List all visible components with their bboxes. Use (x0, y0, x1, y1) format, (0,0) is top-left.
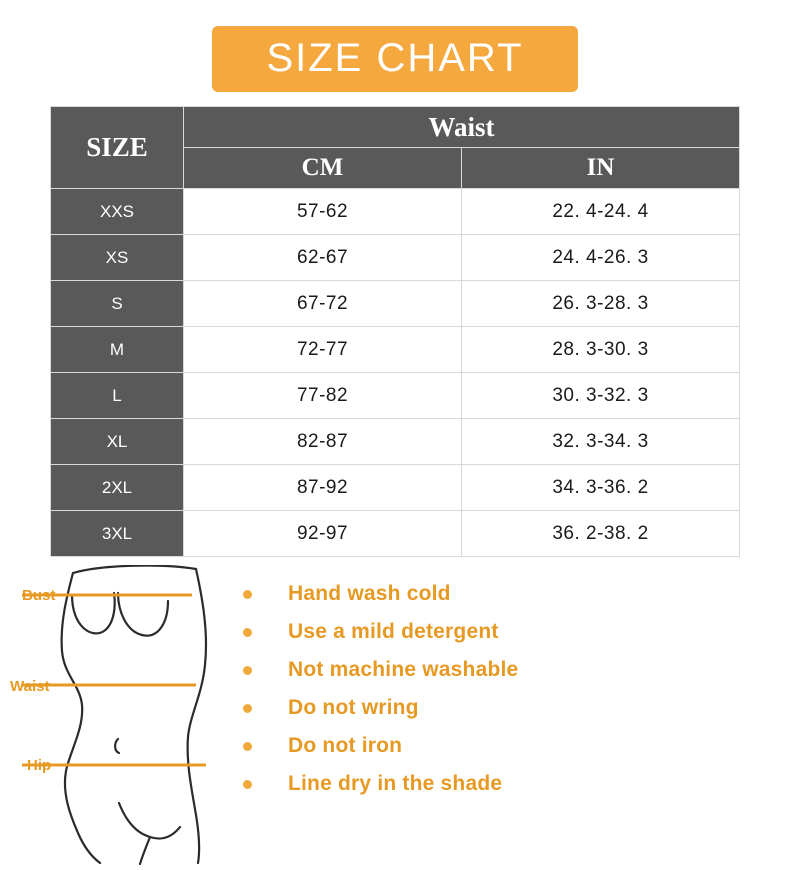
list-item (243, 689, 763, 727)
header-size: SIZE (51, 107, 184, 189)
cell-size: S (51, 281, 184, 327)
cell-size: XXS (51, 189, 184, 235)
cell-size: M (51, 327, 184, 373)
label-waist: Waist (10, 678, 50, 695)
cell-waist-in: 36. 2-38. 2 (462, 511, 740, 557)
bullet-icon (243, 666, 252, 675)
cell-size: L (51, 373, 184, 419)
cell-size: XS (51, 235, 184, 281)
header-unit-cm: CM (184, 148, 462, 189)
list-item (243, 651, 763, 689)
table-row (51, 189, 740, 235)
page-title: SIZE CHART (212, 26, 577, 92)
table-header-row-1 (51, 107, 740, 148)
bullet-icon (243, 704, 252, 713)
cell-waist-cm: 62-67 (184, 235, 462, 281)
cell-waist-in: 34. 3-36. 2 (462, 465, 740, 511)
table-row (51, 327, 740, 373)
cell-waist-in: 28. 3-30. 3 (462, 327, 740, 373)
cell-waist-cm: 82-87 (184, 419, 462, 465)
cell-size: 2XL (51, 465, 184, 511)
list-item (243, 765, 763, 803)
bullet-icon (243, 742, 252, 751)
care-instructions-list (243, 575, 763, 803)
table-row (51, 419, 740, 465)
table-body (51, 189, 740, 557)
bullet-icon (243, 590, 252, 599)
care-instruction-text: Do not iron (288, 734, 403, 757)
female-torso-icon (0, 565, 260, 865)
list-item (243, 613, 763, 651)
bullet-icon (243, 780, 252, 789)
table-row (51, 373, 740, 419)
cell-waist-cm: 57-62 (184, 189, 462, 235)
table-row (51, 511, 740, 557)
cell-waist-cm: 92-97 (184, 511, 462, 557)
cell-waist-in: 24. 4-26. 3 (462, 235, 740, 281)
care-instruction-text: Use a mild detergent (288, 620, 499, 643)
table-row (51, 281, 740, 327)
cell-waist-cm: 77-82 (184, 373, 462, 419)
cell-waist-cm: 72-77 (184, 327, 462, 373)
care-instruction-text: Line dry in the shade (288, 772, 503, 795)
bottom-section (0, 565, 790, 865)
list-item (243, 575, 763, 613)
table-head (51, 107, 740, 189)
care-instruction-text: Do not wring (288, 696, 419, 719)
cell-waist-in: 30. 3-32. 3 (462, 373, 740, 419)
care-instruction-text: Not machine washable (288, 658, 519, 681)
cell-size: 3XL (51, 511, 184, 557)
table-row (51, 235, 740, 281)
label-hip: Hip (27, 757, 52, 774)
header-unit-in: IN (462, 148, 740, 189)
header-waist-group: Waist (184, 107, 740, 148)
cell-waist-in: 32. 3-34. 3 (462, 419, 740, 465)
cell-waist-cm: 87-92 (184, 465, 462, 511)
size-chart-table-wrap (50, 106, 740, 557)
cell-waist-in: 22. 4-24. 4 (462, 189, 740, 235)
title-banner-wrap (0, 0, 790, 92)
cell-size: XL (51, 419, 184, 465)
cell-waist-cm: 67-72 (184, 281, 462, 327)
table-row (51, 465, 740, 511)
bullet-icon (243, 628, 252, 637)
label-bust: Bust (22, 587, 56, 604)
care-instruction-text: Hand wash cold (288, 582, 451, 605)
cell-waist-in: 26. 3-28. 3 (462, 281, 740, 327)
size-chart-table (50, 106, 740, 557)
body-measurement-figure (0, 565, 260, 865)
list-item (243, 727, 763, 765)
